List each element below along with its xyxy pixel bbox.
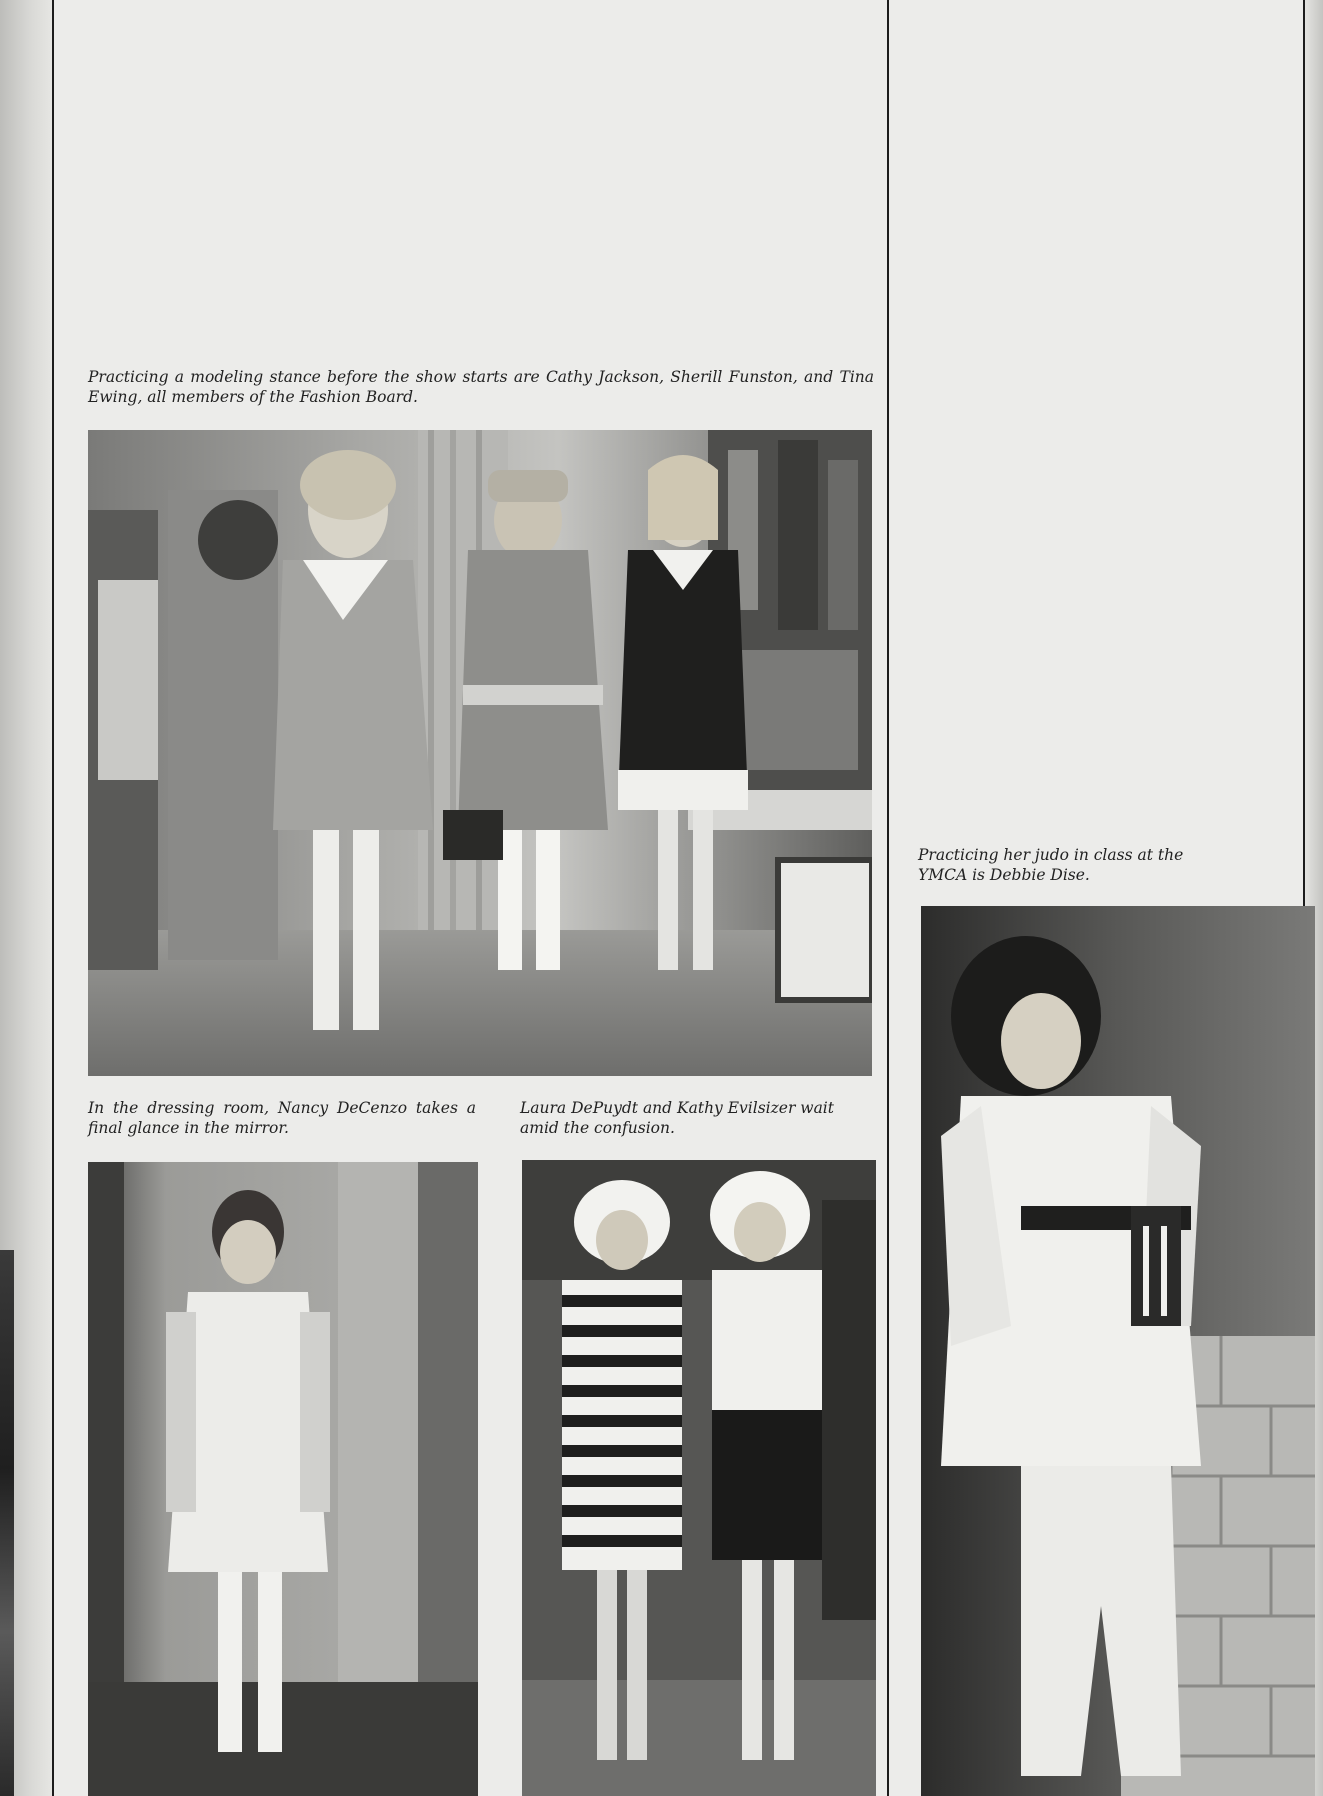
dressing-room-caption: In the dressing room, Nancy DeCenzo takes a final glance in the mirror. <box>88 1099 476 1137</box>
facing-page-sliver <box>0 1250 14 1796</box>
waiting-photo <box>522 1160 876 1796</box>
judo-photo <box>921 906 1315 1796</box>
dressing-room-photo <box>88 1162 478 1796</box>
center-column-rule <box>887 0 889 1796</box>
judo-caption: Practicing her judo in class at the YMCA is Debbie Dise. <box>918 846 1184 884</box>
waiting-caption: Laura DePuydt and Kathy Evilsizer wait amid the confusion. <box>520 1099 834 1137</box>
fashion-board-caption: Practicing a modeling stance before the show starts are Cathy Jackson, Sherill Funston, and Tina Ewing, all members of the Fashion Board. <box>88 368 874 406</box>
fashion-board-photo <box>88 430 872 1076</box>
left-column-rule <box>52 0 54 1796</box>
